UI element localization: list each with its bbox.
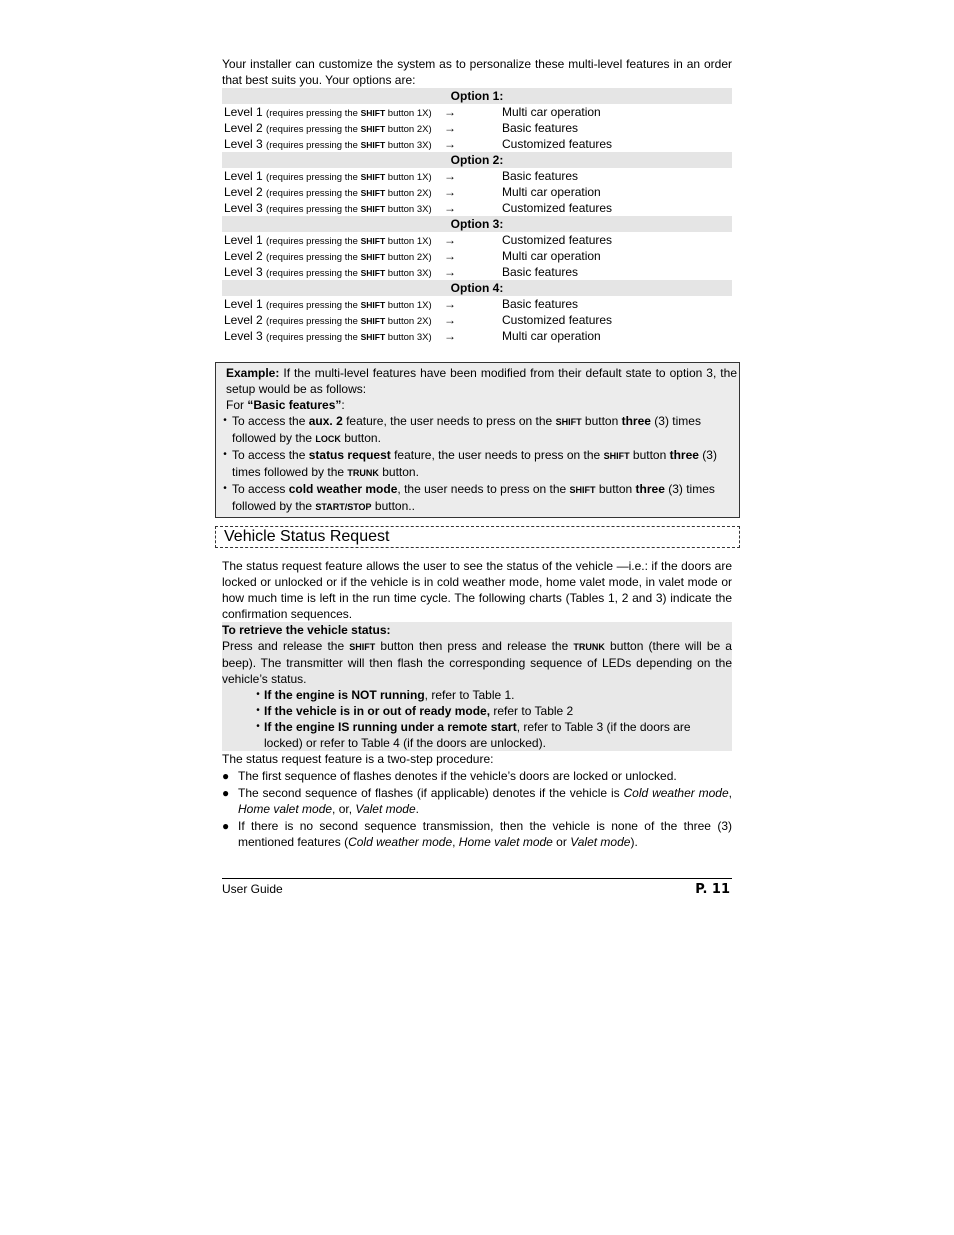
level-value: Customized features (502, 313, 613, 327)
list-item: ● If there is no second sequence transmission, then the vehicle is none of the three (3) mentioned features (Cold weather mode, Home valet mode or Valet mode). (222, 819, 732, 849)
bullet-icon: • (223, 449, 227, 460)
level-value: Customized features (502, 233, 613, 247)
arrow-icon: → (444, 265, 456, 279)
level-row: Level 3 (requires pressing the SHIFT button 3X) → Customized features (222, 136, 732, 152)
intro-paragraph: Your installer can customize the system as to personalize these multi-level features in an order that best suits you. Your options are: (222, 57, 732, 87)
arrow-icon: → (444, 121, 456, 135)
bullet-icon: • (223, 483, 227, 494)
list-item: • If the engine is NOT running, refer to Table 1. (222, 687, 732, 703)
arrow-icon: → (444, 169, 456, 183)
level-label: Level 3 (224, 201, 263, 215)
level-row: Level 2 (requires pressing the SHIFT button 2X) → Multi car operation (222, 184, 732, 200)
level-label: Level 3 (224, 329, 263, 343)
retrieve-heading: To retrieve the vehicle status: (222, 623, 391, 637)
level-row: Level 3 (requires pressing the SHIFT button 3X) → Customized features (222, 200, 732, 216)
list-item: • If the engine IS running under a remote start, refer to Table 3 (if the doors are locked) or refer to Table 4 (if the doors are unlocked). (222, 719, 732, 751)
example-box: Example: If the multi-level features have been modified from their default state to option 3, the setup would be as follows: For “Basic features”: • To access the aux. 2 feature, the user needs to press on the SHIFT button three (3) times followed by the LOCK button. • To access the status request feature, the user needs to press on the SHIFT button three (3) times followed by the TRUNK button. • To access cold weather mode, the user needs to press on the SHIFT button three (3) times followed by the START/STOP button.. (215, 362, 740, 518)
level-row: Level 1 (requires pressing the SHIFT button 1X) → Basic features (222, 168, 732, 184)
list-item: ● The first sequence of flashes denotes if the vehicle’s doors are locked or unlocked. (222, 769, 677, 783)
level-row: Level 1 (requires pressing the SHIFT button 1X) → Multi car operation (222, 104, 732, 120)
level-label: Level 2 (224, 121, 263, 135)
page-footer (222, 878, 732, 897)
level-value: Basic features (502, 169, 579, 183)
level-label: Level 2 (224, 313, 263, 327)
level-value: Basic features (502, 121, 579, 135)
level-value: Customized features (502, 201, 613, 215)
level-label: Level 1 (224, 297, 263, 311)
option-header: Option 2: (222, 152, 732, 168)
level-label: Level 2 (224, 249, 263, 263)
bullet-icon: • (256, 689, 260, 700)
page-number: P. 11 (695, 882, 730, 897)
status-paragraph: The status request feature allows the user to see the status of the vehicle —i.e.: if the doors are locked or unlocked or if the vehicle is in cold weather mode, home valet mode, in valet mode or how much time is left in the run time cycle. The following charts (Tables 1, 2 and 3) indicate the confirmation sequences. (222, 559, 732, 621)
option-header: Option 3: (222, 216, 732, 232)
list-item: • If the vehicle is in or out of ready mode, refer to Table 2 (222, 703, 732, 719)
level-row: Level 1 (requires pressing the SHIFT button 1X) → Customized features (222, 232, 732, 248)
arrow-icon: → (444, 297, 456, 311)
bullet-icon: • (256, 721, 260, 732)
arrow-icon: → (444, 105, 456, 119)
level-row: Level 2 (requires pressing the SHIFT button 2X) → Basic features (222, 120, 732, 136)
level-row: Level 1 (requires pressing the SHIFT button 1X) → Basic features (222, 296, 732, 312)
arrow-icon: → (444, 329, 456, 343)
list-item: • To access the status request feature, the user needs to press on the SHIFT button three (3) times followed by the TRUNK button. (218, 447, 737, 481)
level-value: Multi car operation (502, 329, 601, 343)
level-label: Level 3 (224, 137, 263, 151)
options-table (222, 88, 732, 344)
level-value: Basic features (502, 297, 579, 311)
section-heading: Vehicle Status Request (215, 526, 740, 548)
arrow-icon: → (444, 249, 456, 263)
list-item: ● The second sequence of flashes (if applicable) denotes if the vehicle is Cold weather mode, Home valet mode, or, Valet mode. (222, 786, 733, 816)
level-row: Level 2 (requires pressing the SHIFT button 2X) → Customized features (222, 312, 732, 328)
level-value: Multi car operation (502, 105, 601, 119)
footer-title: User Guide (222, 882, 283, 896)
list-item: • To access the aux. 2 feature, the user needs to press on the SHIFT button three (3) times followed by the LOCK button. (218, 413, 737, 447)
level-value: Multi car operation (502, 249, 601, 263)
arrow-icon: → (444, 313, 456, 327)
arrow-icon: → (444, 201, 456, 215)
option-header: Option 1: (222, 88, 732, 104)
level-value: Basic features (502, 265, 579, 279)
retrieve-box: To retrieve the vehicle status: Press and release the SHIFT button then press and release the TRUNK button (there will be a beep). The transmitter will then flash the corresponding sequence of LEDs depending on the vehicle’s status. • If the engine is NOT running, refer to Table 1. • If the vehicle is in or out of ready mode, refer to Table 2 • If the engine IS running under a remote start, refer to Table 3 (if the doors are locked) or refer to Table 4 (if the doors are unlocked). (222, 623, 732, 750)
level-label: Level 2 (224, 185, 263, 199)
bullet-icon: ● (222, 819, 230, 833)
bullet-icon: • (256, 705, 260, 716)
level-row: Level 2 (requires pressing the SHIFT button 2X) → Multi car operation (222, 248, 732, 264)
bullet-icon: ● (222, 769, 230, 783)
level-value: Multi car operation (502, 185, 601, 199)
page-content (222, 56, 737, 850)
two-step-text: The status request feature is a two-step procedure: (222, 752, 494, 766)
level-label: Level 1 (224, 233, 263, 247)
bullet-icon: • (223, 415, 227, 426)
option-header: Option 4: (222, 280, 732, 296)
level-label: Level 3 (224, 265, 263, 279)
level-row: Level 3 (requires pressing the SHIFT button 3X) → Basic features (222, 264, 732, 280)
arrow-icon: → (444, 233, 456, 247)
level-label: Level 1 (224, 105, 263, 119)
arrow-icon: → (444, 185, 456, 199)
level-value: Customized features (502, 137, 613, 151)
level-label: Level 1 (224, 169, 263, 183)
list-item: • To access cold weather mode, the user needs to press on the SHIFT button three (3) times followed by the START/STOP button.. (218, 481, 737, 515)
bullet-icon: ● (222, 786, 230, 800)
level-row: Level 3 (requires pressing the SHIFT button 3X) → Multi car operation (222, 328, 732, 344)
arrow-icon: → (444, 137, 456, 151)
